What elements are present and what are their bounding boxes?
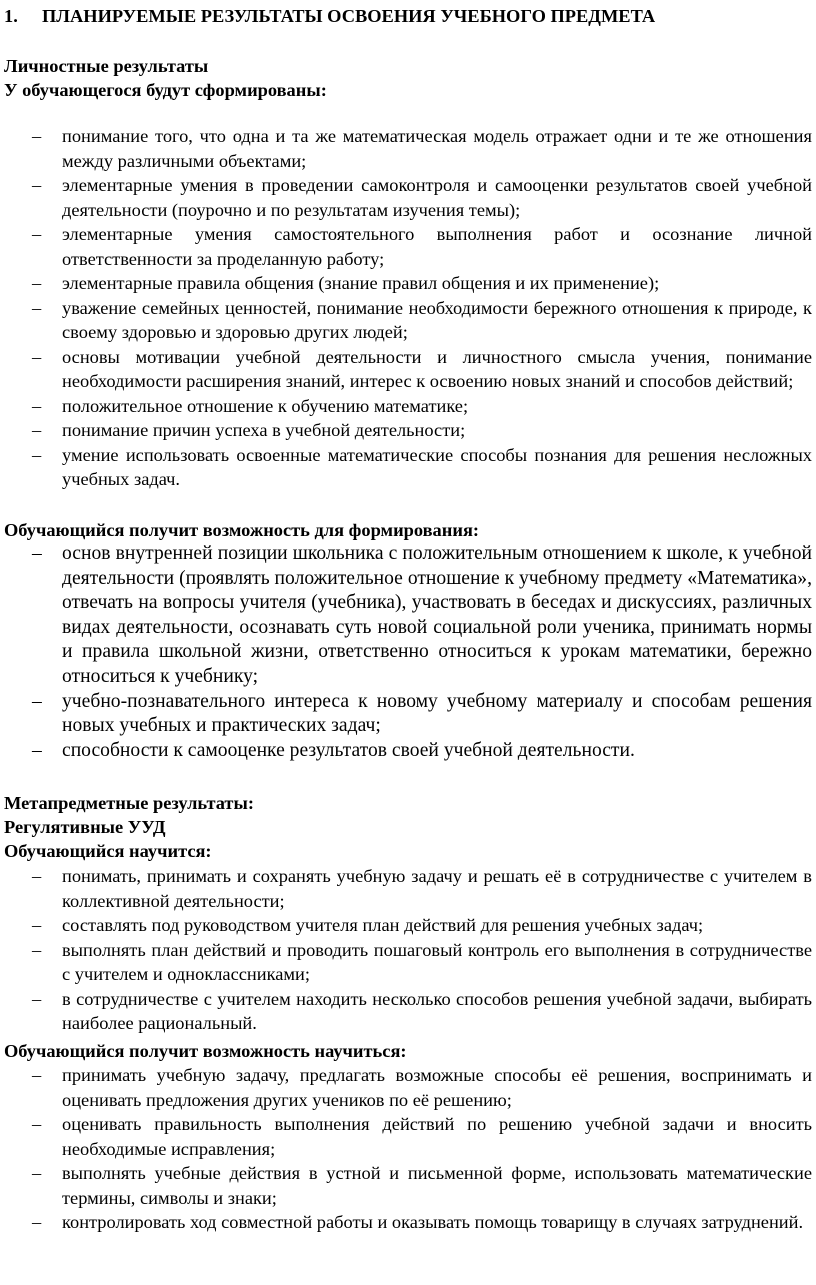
- list-item: – составлять под руководством учителя план действий для решения учебных задач;: [4, 913, 812, 938]
- meta-opportunity-block: [4, 1039, 812, 1235]
- list-item: – учебно-познавательного интереса к новому учебному материалу и способам решения новых учебных и практических задач;: [4, 690, 812, 739]
- list-item: – понимание причин успеха в учебной деятельности;: [4, 418, 812, 443]
- personal-opportunity-heading: Обучающийся получит возможность для формирования:: [4, 520, 480, 540]
- list-item: – контролировать ход совместной работы и оказывать помощь товарищу в случаях затруднений.: [4, 1210, 812, 1235]
- personal-results-list: [4, 124, 812, 492]
- list-item: – положительное отношение к обучению математике;: [4, 394, 812, 419]
- list-item: – умение использовать освоенные математические способы познания для решения несложных учебных задач.: [4, 443, 812, 492]
- list-item: – основы мотивации учебной деятельности и личностного смысла учения, понимание необходимости расширения знаний, интерес к освоению новых знаний и способов действий;: [4, 345, 812, 394]
- list-item: – основ внутренней позиции школьника с положительным отношением к школе, к учебной деятельности (проявлять положительное отношение к учебному предмету «Математика», отвечать на вопросы учителя (учебника), участвовать в беседах и дискуссиях, различных видах деятельности, осознавать суть новой социальной роли ученика, принимать нормы и правила школьной жизни, ответственно относиться к урокам математики, бережно относиться к учебнику;: [4, 542, 812, 690]
- meta-opportunity-list: [4, 1063, 812, 1235]
- list-item: – оценивать правильность выполнения действий по решению учебной задачи и вносить необходимые исправления;: [4, 1112, 812, 1161]
- personal-results-heading: Личностные результаты: [4, 56, 209, 76]
- list-item: – выполнять план действий и проводить пошаговый контроль его выполнения в сотрудничестве с учителем и одноклассниками;: [4, 938, 812, 987]
- section-number: 1.: [4, 6, 18, 26]
- regulatory-uud-heading: Регулятивные УУД: [4, 817, 166, 837]
- meta-results-heading: Метапредметные результаты:: [4, 793, 254, 813]
- section-title: [4, 4, 812, 28]
- list-item: – элементарные умения самостоятельного выполнения работ и осознание личной ответственности за проделанную работу;: [4, 222, 812, 271]
- list-item: – в сотрудничестве с учителем находить несколько способов решения учебной задачи, выбирать наиболее рациональный.: [4, 987, 812, 1036]
- list-item: – принимать учебную задачу, предлагать возможные способы её решения, воспринимать и оценивать предложения других учеников по её решению;: [4, 1063, 812, 1112]
- list-item: – понимание того, что одна и та же математическая модель отражает одни и те же отношения между различными объектами;: [4, 124, 812, 173]
- personal-opportunity-block: [4, 518, 812, 763]
- personal-results-subheading: У обучающегося будут сформированы:: [4, 80, 327, 100]
- meta-results-header: [4, 791, 812, 863]
- meta-learn-list: [4, 864, 812, 1036]
- meta-opportunity-heading: Обучающийся получит возможность научиться:: [4, 1041, 407, 1061]
- meta-learn-block: [4, 864, 812, 1036]
- list-item: – уважение семейных ценностей, понимание необходимости бережного отношения к природе, к своему здоровью и здоровью других людей;: [4, 296, 812, 345]
- list-item: – элементарные правила общения (знание правил общения и их применение);: [4, 271, 812, 296]
- personal-results-header: [4, 54, 812, 102]
- personal-opportunity-list: [4, 542, 812, 763]
- personal-results-list-block: [4, 124, 812, 492]
- meta-learn-heading: Обучающийся научится:: [4, 841, 212, 861]
- section-title-text: ПЛАНИРУЕМЫЕ РЕЗУЛЬТАТЫ ОСВОЕНИЯ УЧЕБНОГО ПРЕДМЕТА: [42, 6, 656, 26]
- list-item: – выполнять учебные действия в устной и письменной форме, использовать математические термины, символы и знаки;: [4, 1161, 812, 1210]
- list-item: – понимать, принимать и сохранять учебную задачу и решать её в сотрудничестве с учителем в коллективной деятельности;: [4, 864, 812, 913]
- list-item: – способности к самооценке результатов своей учебной деятельности.: [4, 739, 812, 764]
- list-item: – элементарные умения в проведении самоконтроля и самооценки результатов своей учебной деятельности (поурочно и по результатам изучения темы);: [4, 173, 812, 222]
